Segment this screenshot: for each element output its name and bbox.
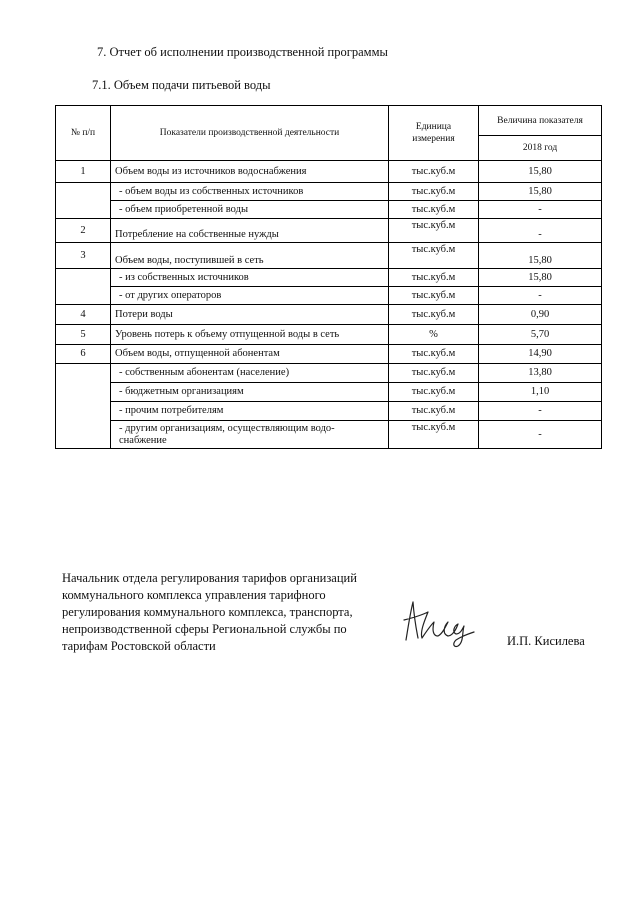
section-heading: 7. Отчет об исполнении производственной программы — [97, 45, 388, 59]
table-row — [56, 325, 602, 345]
row-label-line1: - другим организациям, осуществляющим водо- — [119, 422, 335, 434]
row-unit: тыс.куб.м — [389, 201, 479, 219]
row-num: 6 — [56, 345, 111, 364]
row-num — [56, 269, 111, 305]
row-label: - от других операторов — [111, 287, 389, 305]
signatory-name: И.П. Кисилева — [507, 634, 585, 648]
row-label: - объем воды из собственных источников — [111, 183, 389, 201]
row-num: 5 — [56, 325, 111, 345]
table-row — [56, 183, 602, 201]
table-row — [56, 402, 602, 421]
header-indicator: Показатели производственной деятельности — [111, 106, 389, 161]
header-unit — [389, 106, 479, 161]
row-value: 0,90 — [479, 305, 602, 325]
row-label: Объем воды из источников водоснабжения — [111, 161, 389, 183]
row-unit: тыс.куб.м — [389, 219, 479, 243]
row-value: - — [479, 287, 602, 305]
row-unit: тыс.куб.м — [389, 305, 479, 325]
row-label: Потери воды — [111, 305, 389, 325]
header-unit-line2: измерения — [412, 134, 455, 144]
row-num: 2 — [56, 219, 111, 243]
table-row — [56, 287, 602, 305]
row-label: Потребление на собственные нужды — [111, 219, 389, 243]
table-row — [56, 161, 602, 183]
row-value: 14,90 — [479, 345, 602, 364]
row-value: 15,80 — [479, 161, 602, 183]
water-supply-table — [55, 105, 602, 449]
row-unit: тыс.куб.м — [389, 421, 479, 449]
header-unit-line1: Единица — [415, 122, 452, 132]
row-unit: тыс.куб.м — [389, 364, 479, 383]
row-label: - бюджетным организациям — [111, 383, 389, 402]
row-value: 1,10 — [479, 383, 602, 402]
signatory-line-5: тарифам Ростовской области — [62, 639, 216, 653]
row-num: 4 — [56, 305, 111, 325]
header-value: Величина показателя — [479, 106, 602, 136]
row-value: - — [479, 421, 602, 449]
row-value: - — [479, 219, 602, 243]
row-value: 15,80 — [479, 183, 602, 201]
table-row — [56, 364, 602, 383]
table-row — [56, 345, 602, 364]
row-unit: тыс.куб.м — [389, 269, 479, 287]
row-label-line2: снабжение — [119, 434, 167, 446]
signatory-line-3: регулирования коммунального комплекса, транспорта, — [62, 605, 353, 619]
table-row — [56, 421, 602, 449]
signatory-line-2: коммунального комплекса управления тарифного — [62, 588, 326, 602]
row-value: 13,80 — [479, 364, 602, 383]
table-row — [56, 243, 602, 269]
handwritten-signature — [398, 592, 476, 650]
table-row — [56, 305, 602, 325]
row-num — [56, 364, 111, 449]
table-row — [56, 269, 602, 287]
table-row — [56, 201, 602, 219]
row-value: - — [479, 402, 602, 421]
row-label: Объем воды, отпущенной абонентам — [111, 345, 389, 364]
header-year: 2018 год — [479, 136, 602, 161]
row-label: Уровень потерь к объему отпущенной воды в сеть — [111, 325, 389, 345]
row-label: - из собственных источников — [111, 269, 389, 287]
row-unit: тыс.куб.м — [389, 402, 479, 421]
row-unit: тыс.куб.м — [389, 183, 479, 201]
row-unit: тыс.куб.м — [389, 287, 479, 305]
row-value: 15,80 — [479, 269, 602, 287]
row-num: 3 — [56, 243, 111, 269]
row-value: - — [479, 201, 602, 219]
table-row — [56, 383, 602, 402]
row-num: 1 — [56, 161, 111, 183]
row-value: 15,80 — [479, 243, 602, 269]
subsection-heading: 7.1. Объем подачи питьевой воды — [92, 78, 271, 92]
row-label: - собственным абонентам (население) — [111, 364, 389, 383]
row-label: Объем воды, поступившей в сеть — [111, 243, 389, 269]
row-value: 5,70 — [479, 325, 602, 345]
row-unit: тыс.куб.м — [389, 161, 479, 183]
row-unit: % — [389, 325, 479, 345]
row-label: - прочим потребителям — [111, 402, 389, 421]
row-label — [111, 421, 389, 449]
table-row — [56, 219, 602, 243]
row-unit: тыс.куб.м — [389, 243, 479, 269]
signatory-line-4: непроизводственной сферы Региональной службы по — [62, 622, 347, 636]
row-unit: тыс.куб.м — [389, 345, 479, 364]
signatory-position — [62, 570, 382, 655]
header-num: № п/п — [56, 106, 111, 161]
signatory-line-1: Начальник отдела регулирования тарифов организаций — [62, 571, 357, 585]
row-unit: тыс.куб.м — [389, 383, 479, 402]
row-label: - объем приобретенной воды — [111, 201, 389, 219]
row-num — [56, 183, 111, 219]
